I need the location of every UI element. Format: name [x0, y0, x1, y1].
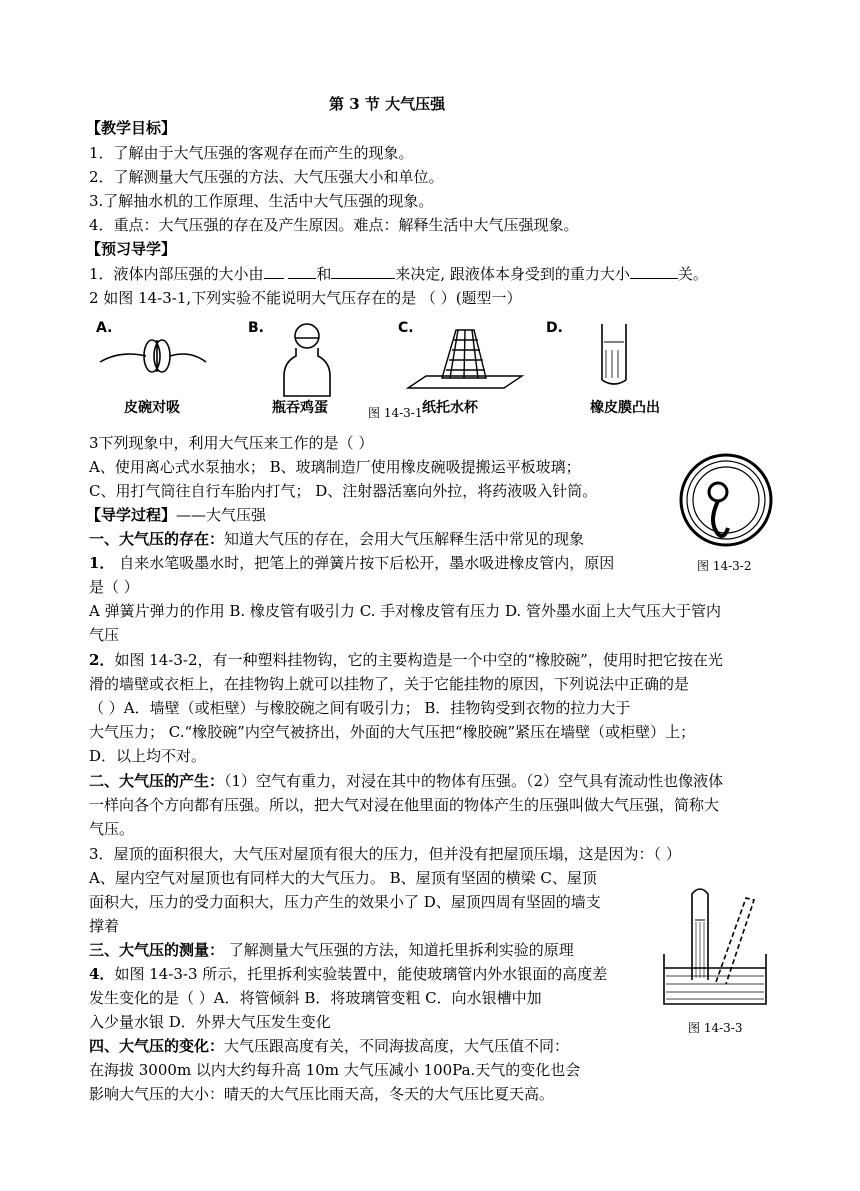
blank-1b: [288, 264, 316, 279]
suction-cups-icon: [100, 340, 206, 372]
problem-3-line-2: A、屋内空气对屋顶也有同样大的大气压力。 B、屋顶有坚固的横梁 C、屋顶: [89, 869, 597, 887]
preview-question-1: [89, 264, 708, 284]
goal-item: 4．重点：大气压强的存在及产生原因。难点：解释生活中大气压强现象。: [89, 216, 579, 234]
section-4-heading: 四、大气压的变化：: [89, 1037, 225, 1055]
q3-options-ab: A、使用离心式水泵抽水； B、玻璃制造厂使用橡皮碗吸提搬运平板玻璃；: [89, 458, 581, 476]
section-1-text: 知道大气压的存在，会用大气压解释生活中常见的现象: [224, 530, 585, 548]
section-4-line-3: 影响大气压的大小：晴天的大气压比雨天高，冬天的大气压比夏天高。: [89, 1085, 555, 1103]
figure-14-3-3: [660, 878, 770, 1018]
problem-1-number: 1．: [89, 554, 115, 572]
goal-item: 3.了解抽水机的工作原理、生活中大气压强的现象。: [89, 192, 434, 210]
section-3-text: 了解测量大气压强的方法，知道托里拆利实验的原理: [224, 941, 574, 959]
problem-4-number: 4．: [89, 965, 115, 983]
section-2-line-2: 一样向各个方向都有压强。所以，把大气对浸在他里面的物体产生的压强叫做大气压强，简称大: [89, 796, 720, 814]
section-2: [89, 771, 723, 791]
figure-14-3-3-caption: 图 14-3-3: [688, 1021, 743, 1035]
blank-1: [264, 264, 284, 279]
process-heading: [86, 505, 266, 525]
problem-2-line-4: 大气压力； C.“橡胶碗”内空气被挤出，外面的大气压把“橡胶碗”紧压在墙壁（或柜壁）上；: [89, 723, 696, 741]
fig-caption-d: 橡皮膜凸出: [590, 400, 660, 416]
fig-caption-b: 瓶吞鸡蛋: [272, 400, 328, 416]
torricelli-apparatus-icon: [664, 889, 766, 1004]
paper-cup-icon: [408, 330, 522, 388]
problem-2-text: 如图 14-3-2，有一种塑料挂物钩，它的主要构造是一个中空的“橡胶碗”，使用时把它按在光: [114, 651, 723, 669]
section-2-heading: 二、大气压的产生：: [89, 772, 225, 790]
problem-1-line-2: 是（ ）: [89, 578, 139, 596]
problem-3-line-1: 3．屋顶的面积很大，大气压对屋顶有很大的压力，但并没有把屋顶压塌，这是因为：（ ）: [89, 845, 681, 863]
preview-heading: 【预习导学】: [86, 240, 177, 258]
fig-label-c: C.: [398, 320, 414, 336]
problem-4-line-1: [89, 964, 607, 984]
fig-caption-c: 纸托水杯: [422, 400, 478, 416]
q1-part-a: 1．液体内部压强的大小由: [89, 265, 264, 283]
problem-2-number: 2．: [89, 651, 115, 669]
q1-part-c: 来决定, 跟液体本身受到的重力大小: [395, 265, 630, 283]
figure-14-3-1: [90, 316, 710, 416]
blank-2: [331, 264, 395, 279]
fig-label-d: D.: [546, 320, 563, 336]
goal-item: 1．了解由于大气压强的客观存在而产生的现象。: [89, 144, 414, 162]
plastic-hook-icon: [681, 455, 771, 545]
problem-2-line-5: D．以上均不对。: [89, 747, 207, 765]
problem-1-options: A 弹簧片弹力的作用 B. 橡皮管有吸引力 C. 手对橡皮管有压力 D. 管外墨水面上大气压大于管内: [89, 602, 721, 620]
section-2-line-3: 气压。: [89, 820, 135, 838]
problem-3-line-4: 撑着: [89, 917, 120, 935]
section-1: [89, 529, 584, 549]
problem-4-text: 如图 14-3-3 所示，托里拆利实验装置中，能使玻璃管内外水银面的高度差: [114, 965, 608, 983]
process-heading-text: 【导学过程】: [86, 506, 177, 524]
section-2-text: （1）空气有重力，对浸在其中的物体有压强。（2）空气具有流动性也像液体: [224, 772, 724, 790]
section-4-text: 大气压跟高度有关，不同海拔高度，大气压值不同：: [224, 1037, 570, 1055]
problem-3-line-3: 面积大，压力的受力面积大，压力产生的效果小了 D、屋顶四周有坚固的墙支: [89, 893, 601, 911]
bottle-egg-icon: [284, 324, 330, 396]
goals-heading: 【教学目标】: [86, 119, 177, 137]
problem-2-line-1: [89, 650, 723, 670]
fig-label-b: B.: [248, 320, 264, 336]
section-4-line-2: 在海拔 3000m 以内大约每升高 10m 大气压减小 100Pa.天气的变化也会: [89, 1061, 581, 1079]
section-3: [89, 940, 574, 960]
figure-14-3-2: [678, 452, 774, 548]
fig-caption-a: 皮碗对吸: [124, 400, 180, 416]
figure-14-3-1-caption: 图 14-3-1: [368, 406, 423, 420]
problem-1-options-cont: 气压: [89, 626, 120, 644]
q1-part-b: 和: [316, 265, 332, 283]
problem-2-line-2: 滑的墙壁或衣柜上，在挂物钩上就可以挂物了，关于它能挂物的原因，下列说法中正确的是: [89, 675, 690, 693]
section-4: [89, 1036, 569, 1056]
preview-question-3: 3下列现象中，利用大气压来工作的是（ ）: [89, 434, 374, 452]
rubber-membrane-tube-icon: [602, 324, 626, 384]
problem-2-line-3: （ ）A．墙壁（或柜壁）与橡胶碗之间有吸引力； B．挂物钩受到衣物的拉力大于: [89, 699, 631, 717]
goal-item: 2．了解测量大气压强的方法、大气压强大小和单位。: [89, 168, 444, 186]
problem-4-line-3: 入少量水银 D．外界大气压发生变化: [89, 1013, 331, 1031]
fig-label-a: A.: [96, 320, 113, 336]
blank-3: [630, 264, 678, 279]
process-heading-suffix: ——大气压强: [176, 506, 267, 524]
page-title: 第 3 节 大气压强: [329, 95, 446, 113]
problem-4-line-2: 发生变化的是（ ）A．将管倾斜 B．将玻璃管变粗 C．向水银槽中加: [89, 989, 542, 1007]
problem-1-text: 自来水笔吸墨水时，把笔上的弹簧片按下后松开，墨水吸进橡皮管内，原因: [114, 554, 615, 572]
section-3-heading: 三、大气压的测量：: [89, 941, 225, 959]
preview-question-2: 2 如图 14-3-1,下列实验不能说明大气压存在的是 （ ）(题型一）: [89, 289, 522, 307]
section-1-heading: 一、大气压的存在：: [89, 530, 225, 548]
q3-options-cd: C、用打气筒往自行车胎内打气； D、注射器活塞向外拉，将药液吸入针筒。: [89, 482, 598, 500]
q1-part-d: 关。: [677, 265, 708, 283]
problem-1-line-1: [89, 553, 614, 573]
figure-14-3-2-caption: 图 14-3-2: [697, 559, 752, 573]
